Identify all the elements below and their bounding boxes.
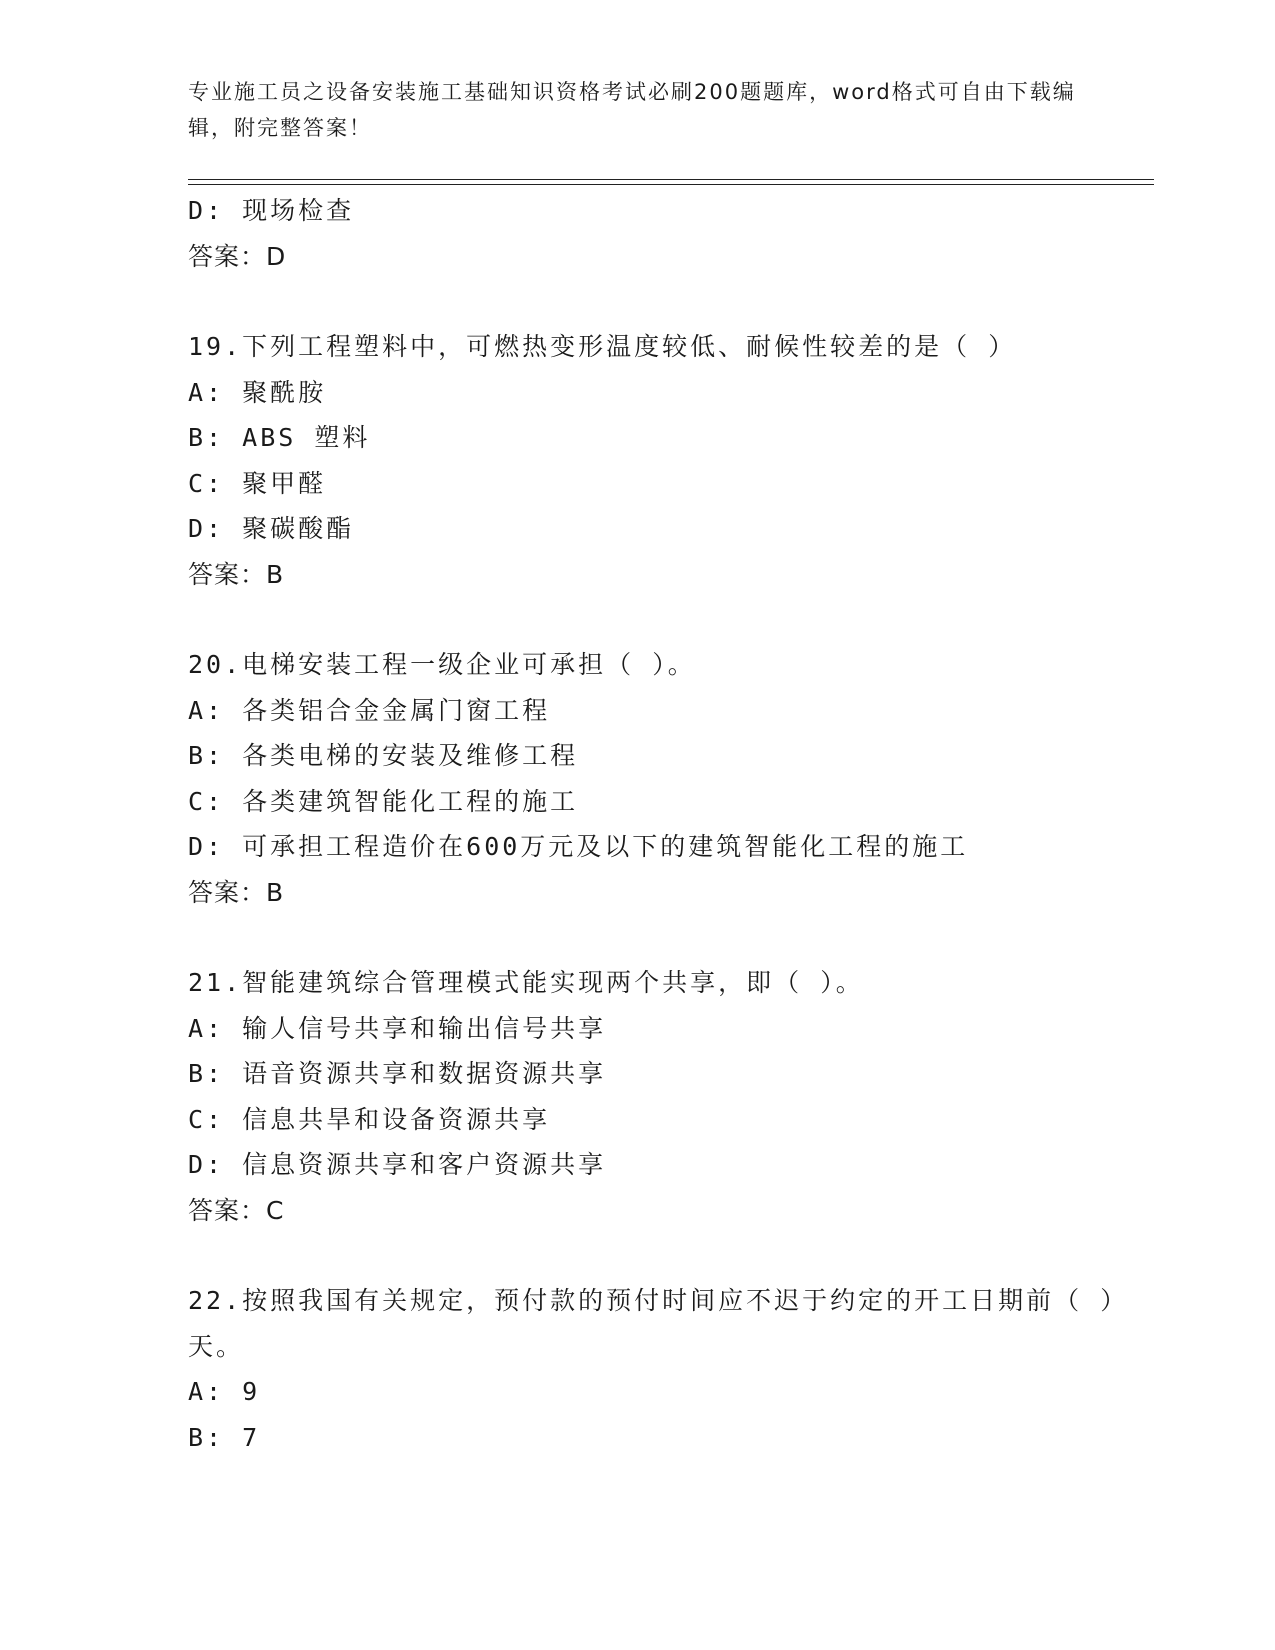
header-divider	[188, 179, 1154, 185]
document-body	[188, 188, 1128, 1460]
question-stem: 22.按照我国有关规定，预付款的预付时间应不迟于约定的开工日期前（ ）天。	[188, 1286, 1116, 1361]
option-c: C: 信息共旱和设备资源共享	[188, 1104, 551, 1134]
option-c: C: 聚甲醛	[188, 468, 327, 498]
option-d: D: 可承担工程造价在600万元及以下的建筑智能化工程的施工	[188, 832, 969, 861]
question-18-answer: 答案：D	[188, 241, 287, 271]
option-a: A: 聚酰胺	[188, 377, 327, 407]
option-b: B: ABS 塑料	[188, 423, 371, 452]
question-stem: 21.智能建筑综合管理模式能实现两个共享，即（ ）。	[188, 968, 864, 997]
option-b: B: 各类电梯的安装及维修工程	[188, 741, 579, 770]
option-a: A: 各类铝合金金属门窗工程	[188, 695, 551, 725]
page-header: 专业施工员之设备安装施工基础知识资格考试必刷200题题库，word格式可自由下载编辑，附完整答案！	[188, 80, 1076, 140]
question-stem: 20.电梯安装工程一级企业可承担（ ）。	[188, 650, 696, 679]
question-20	[188, 642, 1128, 915]
option-b: B: 语音资源共享和数据资源共享	[188, 1059, 607, 1088]
answer: 答案：B	[188, 877, 285, 907]
option-b: B: 7	[188, 1422, 261, 1452]
answer: 答案：C	[188, 1195, 285, 1225]
option-d: D: 聚碳酸酯	[188, 514, 355, 543]
option-a: A: 9	[188, 1377, 261, 1406]
option-d: D: 信息资源共享和客户资源共享	[188, 1150, 607, 1179]
question-18-option-d: D: 现场检查	[188, 196, 355, 225]
question-19	[188, 324, 1128, 597]
question-22	[188, 1278, 1128, 1460]
question-21	[188, 960, 1128, 1233]
option-c: C: 各类建筑智能化工程的施工	[188, 786, 579, 816]
option-a: A: 输人信号共享和输出信号共享	[188, 1013, 607, 1043]
question-stem: 19.下列工程塑料中，可燃热变形温度较低、耐候性较差的是（ ）	[188, 332, 1017, 361]
answer: 答案：B	[188, 559, 285, 589]
